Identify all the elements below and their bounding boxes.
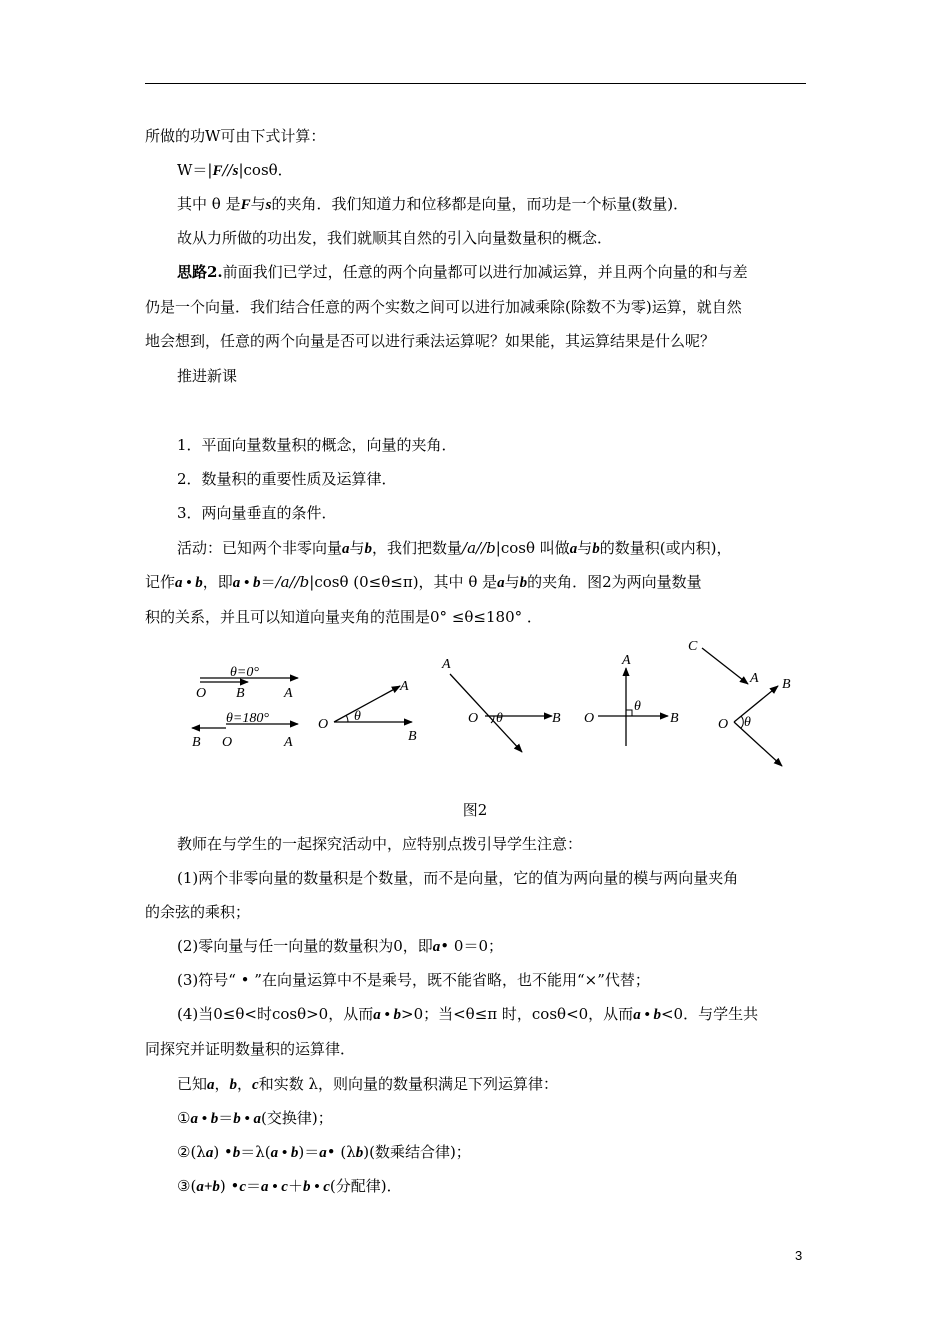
- label-A: A: [750, 671, 759, 686]
- vector-s: s: [232, 163, 239, 179]
- label-O: O: [318, 717, 329, 732]
- text: 与: [250, 195, 266, 213]
- text: ②(λ: [177, 1143, 206, 1161]
- text: ＋: [287, 1177, 303, 1195]
- vector-b: b: [232, 1145, 241, 1161]
- text-line-15: [145, 834, 806, 854]
- text: 2．数量积的重要性质及运算律．: [177, 470, 397, 488]
- text: W＝|: [177, 161, 213, 179]
- right-angle-mark: [626, 710, 632, 716]
- text: (4)当0≤θ<时cosθ>0，从而: [177, 1005, 374, 1023]
- text-line-3: [145, 194, 806, 215]
- label-theta: θ=180°: [226, 711, 269, 726]
- text-line-20: [145, 1004, 806, 1025]
- text: 同探究并证明数量积的运算律．: [145, 1040, 356, 1058]
- dot-product: a • b: [270, 1145, 299, 1161]
- figure-vector-angles: [180, 630, 820, 780]
- text: ，: [214, 1075, 230, 1093]
- vector-b: b: [364, 541, 373, 557]
- text: ) •: [213, 1143, 233, 1161]
- text: 的余弦的乘积；: [145, 903, 251, 921]
- label-B: B: [782, 677, 791, 692]
- label-B: B: [236, 686, 245, 701]
- text-line-21: [145, 1039, 806, 1059]
- text: 的夹角．图2为两向量数量: [527, 573, 702, 591]
- text-line-4: [145, 228, 806, 248]
- label-theta: θ: [496, 711, 503, 726]
- text: 推进新课: [177, 367, 238, 385]
- text-line-12: [145, 538, 806, 559]
- text: 教师在与学生的一起探究活动中，应特别点拨引导学生注意：: [177, 835, 583, 853]
- text: ，: [237, 1075, 253, 1093]
- law-commutative: [145, 1108, 806, 1129]
- text: ①: [177, 1109, 191, 1127]
- dot-product: a • b: [190, 1111, 219, 1127]
- vector-F: F: [212, 163, 223, 179]
- vector-a: a: [342, 541, 350, 557]
- label-theta: θ=0°: [230, 665, 259, 680]
- vector-s: s: [265, 197, 272, 213]
- text-line-1: [145, 126, 806, 146]
- vector-arrow: [450, 674, 522, 752]
- text-line-16: [145, 868, 806, 888]
- formula-work: [145, 160, 806, 181]
- text-line-22: [145, 1074, 806, 1095]
- text: 故从力所做的功出发，我们就顺其自然的引入向量数量积的概念．: [177, 229, 613, 247]
- text: • (λ: [326, 1143, 356, 1161]
- panel-acute: [318, 679, 417, 744]
- panel-translated: [688, 639, 791, 766]
- label-O: O: [468, 711, 479, 726]
- panel-obtuse: [441, 657, 561, 752]
- vector-magnitudes: /a//b: [462, 539, 496, 557]
- text: 前面我们已学过，任意的两个向量都可以进行加减运算，并且两个向量的和与差: [222, 263, 748, 281]
- label-C: C: [688, 639, 698, 654]
- label-B: B: [552, 711, 561, 726]
- text: ) •: [219, 1177, 240, 1195]
- law-scalar-associative: [145, 1142, 806, 1163]
- vector-b: b: [519, 575, 528, 591]
- text: <0．与学生共: [660, 1005, 759, 1023]
- text: )(数乘结合律)；: [363, 1143, 471, 1161]
- text: ③(: [177, 1177, 197, 1195]
- text-line-13: [145, 572, 806, 593]
- panel-perpendicular: [584, 653, 679, 746]
- dot-product: a • b: [633, 1007, 661, 1023]
- text: 的数量积(或内积)，: [599, 539, 732, 557]
- panel-theta-0: [196, 665, 298, 701]
- label-O: O: [584, 711, 595, 726]
- vector-b: b: [229, 1077, 238, 1093]
- text: (1)两个非零向量的数量积是个数量，而不是向量，它的值为两向量的模与两向量夹角: [177, 869, 739, 887]
- vector-magnitudes: /a//b: [275, 573, 310, 591]
- vector-a: a: [569, 541, 578, 557]
- dot-product: a • b: [232, 575, 261, 591]
- text: 与: [577, 539, 593, 557]
- text: ，我们把数量: [372, 539, 463, 557]
- text: (分配律)．: [329, 1177, 402, 1195]
- figure-caption: 图2: [462, 801, 488, 819]
- text: (3)符号“ • ”在向量运算中不是乘号，既不能省略，也不能用“×”代替；: [177, 971, 650, 989]
- label-theta: θ: [354, 709, 361, 724]
- text: 已知: [177, 1075, 208, 1093]
- text-line-14: [145, 607, 806, 627]
- heading-inline: 思路2.: [177, 263, 223, 281]
- vector-b: b: [355, 1145, 364, 1161]
- text: >0；当<θ≤π 时，cosθ<0，从而: [401, 1005, 634, 1023]
- vector-b: b: [592, 541, 600, 557]
- text: 与: [349, 539, 365, 557]
- label-B: B: [408, 729, 417, 744]
- text: (交换律)；: [261, 1109, 333, 1127]
- text: //: [222, 161, 233, 179]
- label-A: A: [284, 686, 293, 701]
- label-O: O: [222, 735, 233, 750]
- header-rule: [145, 83, 806, 84]
- text: 3．两向量垂直的条件．: [177, 504, 337, 522]
- label-A: A: [442, 657, 451, 672]
- text: 和实数 λ，则向量的数量积满足下列运算律：: [258, 1075, 558, 1093]
- label-B: B: [670, 711, 679, 726]
- text: ，即: [202, 573, 233, 591]
- text: 所做的功W可由下式计算：: [145, 127, 326, 145]
- text: 地会想到，任意的两个向量是否可以进行乘法运算呢？如果能，其运算结果是什么呢？: [145, 332, 716, 350]
- text: )＝: [298, 1143, 320, 1161]
- vector-a: a: [432, 939, 441, 955]
- vector-a: a: [205, 1145, 214, 1161]
- dot-product: b • c: [302, 1179, 330, 1195]
- text: 其中 θ 是: [177, 195, 241, 213]
- vector-a: a: [207, 1077, 215, 1093]
- page-number: 3: [795, 1248, 803, 1263]
- text-line-17: [145, 902, 806, 922]
- dot-product: a • b: [175, 575, 203, 591]
- text: 的夹角．我们知道力和位移都是向量，而功是一个标量(数量)．: [271, 195, 689, 213]
- text-line-7: [145, 331, 806, 351]
- label-A: A: [284, 735, 293, 750]
- law-distributive: [145, 1176, 806, 1197]
- text: 积的关系，并且可以知道向量夹角的范围是0° ≤θ≤180° ．: [145, 608, 542, 626]
- text: |cosθ．: [238, 161, 293, 179]
- text: 与: [504, 573, 520, 591]
- text-line-18: [145, 936, 806, 957]
- vector-a: a: [497, 575, 505, 591]
- text-line-6: [145, 297, 806, 317]
- vector-arrow: [334, 686, 400, 722]
- vector-arrow: [734, 722, 782, 766]
- label-O: O: [718, 717, 729, 732]
- section-title: [145, 366, 806, 386]
- dot-product: a • c: [261, 1179, 288, 1195]
- vector-sum: a+b: [196, 1179, 220, 1195]
- text: |cosθ 叫做: [495, 539, 570, 557]
- text: 仍是一个向量．我们结合任意的两个实数之间可以进行加减乘除(除数不为零)运算，就自然: [145, 298, 742, 316]
- vector-F: F: [240, 197, 251, 213]
- vector-c: c: [239, 1179, 247, 1195]
- text: |cosθ (0≤θ≤π)，其中 θ 是: [309, 573, 498, 591]
- text: 1．平面向量数量积的概念，向量的夹角．: [177, 436, 457, 454]
- label-theta: θ: [634, 699, 641, 714]
- label-O: O: [196, 686, 207, 701]
- text: ＝: [218, 1109, 234, 1127]
- text: (2)零向量与任一向量的数量积为0，即: [177, 937, 433, 955]
- list-item: [145, 503, 806, 523]
- text-line-5: [145, 262, 806, 282]
- dot-product: a • b: [373, 1007, 401, 1023]
- vector-arrow: [734, 686, 778, 722]
- text: ＝: [246, 1177, 262, 1195]
- panel-theta-180: [192, 711, 298, 750]
- text: ＝λ(: [240, 1143, 271, 1161]
- text: • 0＝0；: [440, 937, 503, 955]
- angle-arc: [741, 716, 743, 728]
- vector-c: c: [252, 1077, 259, 1093]
- angle-arc: [346, 715, 348, 722]
- label-B: B: [192, 735, 201, 750]
- text-line-19: [145, 970, 806, 990]
- label-A: A: [622, 653, 631, 668]
- text: 记作: [145, 573, 176, 591]
- text: 活动：已知两个非零向量: [177, 539, 343, 557]
- dot-product: b • a: [233, 1111, 261, 1127]
- label-A: A: [400, 679, 409, 694]
- vector-arrow: [702, 648, 748, 684]
- text: ＝: [260, 573, 276, 591]
- list-item: [145, 435, 806, 455]
- vector-a: a: [319, 1145, 327, 1161]
- list-item: [145, 469, 806, 489]
- label-theta: θ: [744, 715, 751, 730]
